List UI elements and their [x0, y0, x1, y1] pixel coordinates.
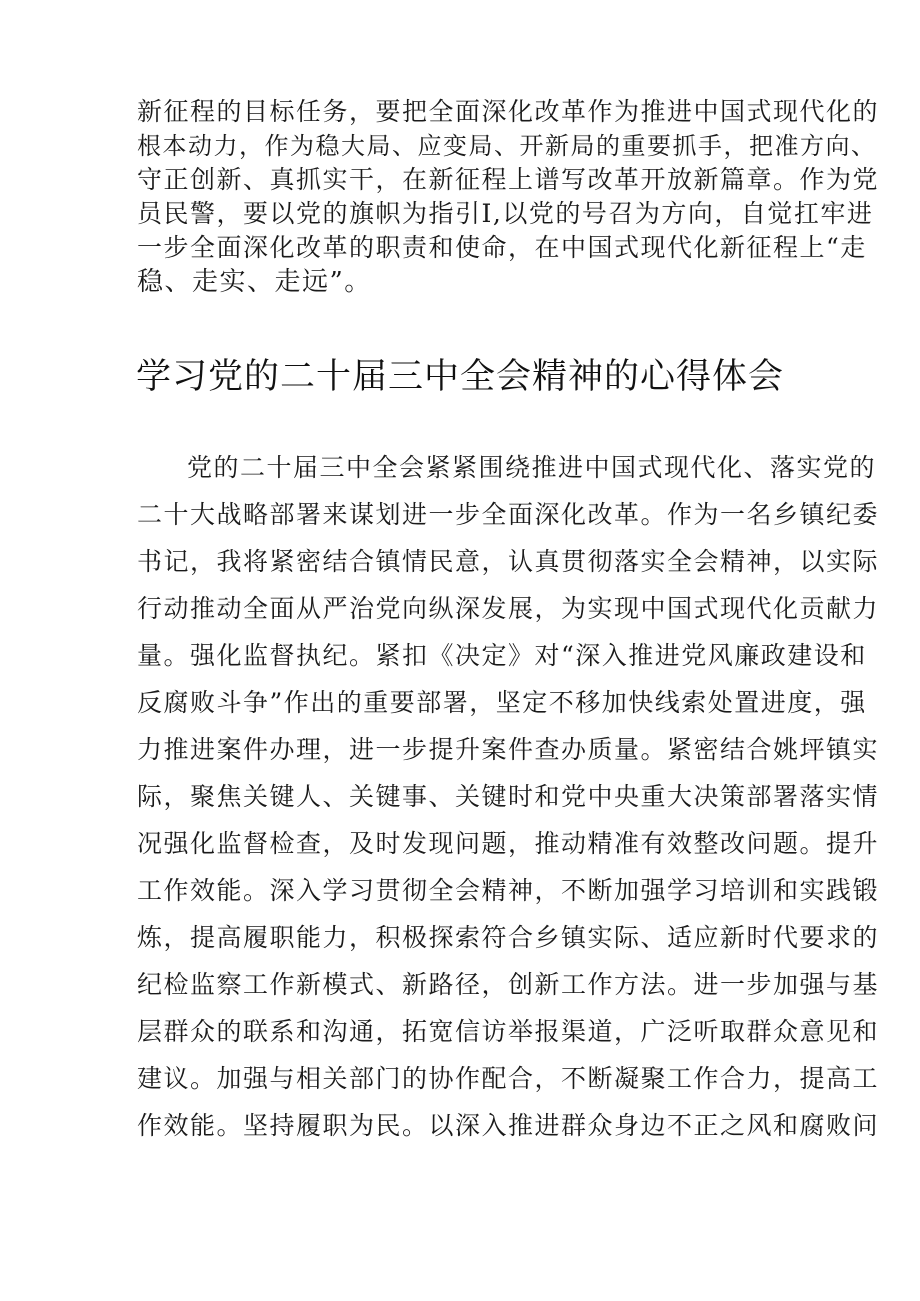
text-line: 行动推动全面从严治党向纵深发展，为实现中国式现代化贡献力 [137, 594, 880, 623]
article-title: 学习党的二十届三中全会精神的心得体会 [135, 357, 784, 397]
text-line: 况强化监督检查，及时发现问题，推动精准有效整改问题。提升 [137, 829, 880, 858]
text-line: 党的二十届三中全会紧紧围绕推进中国式现代化、落实党的 [187, 453, 877, 482]
text-line: 新征程的目标任务，要把全面深化改革作为推进中国式现代化的 [137, 97, 880, 126]
text-line: 层群众的联系和沟通，拓宽信访举报渠道，广泛听取群众意见和 [137, 1017, 880, 1046]
text-line: 建议。加强与相关部门的协作配合，不断凝聚工作合力，提高工 [137, 1064, 880, 1093]
text-line: 书记，我将紧密结合镇情民意，认真贯彻落实全会精神，以实际 [137, 547, 880, 576]
text-line: 量。强化监督执纪。紧扣《决定》对“深入推进党风廉政建设和 [137, 641, 867, 670]
text-line: 守正创新、真抓实干，在新征程上谱写改革开放新篇章。作为党 [137, 165, 880, 194]
text-line: 根本动力，作为稳大局、应变局、开新局的重要抓手，把准方向、 [137, 132, 877, 160]
text-line: 稳、走实、走远”。 [137, 267, 372, 297]
text-line: 员民警，要以党的旗帜为指引I,以党的号召为方向，自觉扛牢进 [137, 199, 874, 228]
text-line: 反腐败斗争”作出的重要部署，坚定不移加快线索处置进度，强 [137, 688, 867, 717]
text-line: 一步全面深化改革的职责和使命，在中国式现代化新征程上“走 [137, 233, 867, 262]
text-line: 纪检监察工作新模式、新路径，创新工作方法。进一步加强与基 [137, 970, 880, 999]
text-line: 际，聚焦关键人、关键事、关键时和党中央重大决策部署落实情 [137, 782, 880, 811]
text-line: 力推进案件办理，进一步提升案件查办质量。紧密结合姚坪镇实 [137, 735, 880, 764]
text-line: 炼，提高履职能力，积极探索符合乡镇实际、适应新时代要求的 [137, 923, 880, 952]
text-line: 作效能。坚持履职为民。以深入推进群众身边不正之风和腐败问 [137, 1111, 880, 1140]
text-line: 二十大战略部署来谋划进一步全面深化改革。作为一名乡镇纪委 [137, 500, 880, 529]
text-line: 工作效能。深入学习贯彻全会精神，不断加强学习培训和实践锻 [137, 876, 880, 905]
